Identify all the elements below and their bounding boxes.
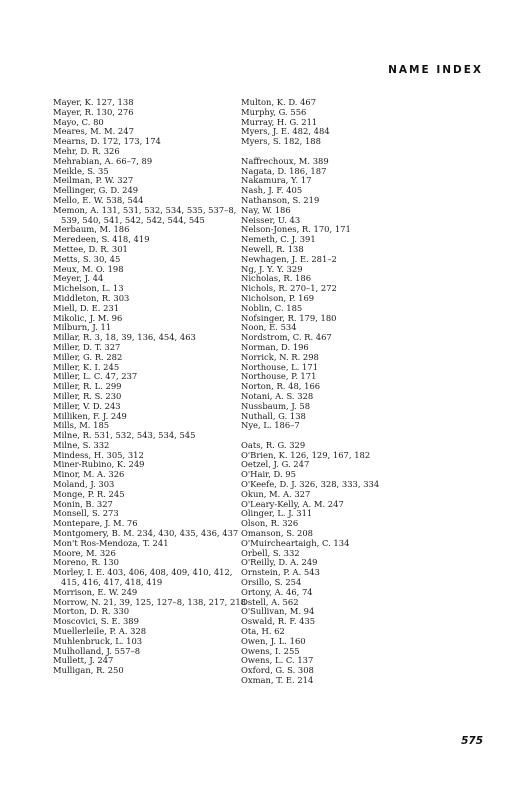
index-entry: Meilman, P. W. 327 xyxy=(53,175,134,186)
index-entry: Nye, L. 186–7 xyxy=(241,420,300,431)
index-entry: Northouse, L. 171 xyxy=(241,361,319,372)
index-entry: Nelson-Jones, R. 170, 171 xyxy=(241,224,351,235)
index-entry: Myers, S. 182, 188 xyxy=(241,136,321,147)
index-entry: Noblin, C. 185 xyxy=(241,302,303,313)
index-entry: Mayer, K. 127, 138 xyxy=(53,97,134,107)
index-entry: Miller, R. S. 230 xyxy=(53,390,122,401)
index-entry: Neisser, U. 43 xyxy=(241,214,301,225)
index-entry: O'Leary-Kelly, A. M. 247 xyxy=(241,498,344,509)
index-entry: Noon, E. 534 xyxy=(241,322,297,333)
index-entry: Mullett, J. 247 xyxy=(53,655,114,666)
index-entry: Murray, H. G. 211 xyxy=(241,116,318,127)
index-entry: Moreno, R. 130 xyxy=(53,557,119,568)
index-entry: Moscovici, S. E. 389 xyxy=(53,616,139,627)
index-entry: Mello, E. W. 538, 544 xyxy=(53,194,144,205)
index-entry: Moland, J. 303 xyxy=(53,479,115,490)
index-entry: Orsillo, S. 254 xyxy=(241,577,302,588)
index-entry: Minor, M. A. 326 xyxy=(53,469,125,480)
index-entry: Okun, M. A. 327 xyxy=(241,488,311,499)
index-entry: Multon, K. D. 467 xyxy=(241,97,317,107)
index-entry: Norman, D. 196 xyxy=(241,341,309,352)
index-entry: Owens, I. 255 xyxy=(241,645,300,656)
index-entry: Omanson, S. 208 xyxy=(241,528,314,539)
index-entry: Montepare, J. M. 76 xyxy=(53,518,138,529)
index-entry: Memon, A. 131, 531, 532, 534, 535, 537–8, 539, 540, 541, 542, 542, 544, 545 xyxy=(53,204,237,225)
index-entry: Newhagen, J. E. 281–2 xyxy=(241,253,337,264)
index-entry: Oats, R. G. 329 xyxy=(241,439,306,450)
index-entry: Millar, R. 3, 18, 39, 136, 454, 463 xyxy=(53,332,196,343)
index-entry: Miller, V. D. 243 xyxy=(53,400,121,411)
index-entry: O'Sullivan, M. 94 xyxy=(241,606,315,617)
index-entry: Mettee, D. R. 301 xyxy=(53,243,128,254)
index-entry: Oxford, G. S. 308 xyxy=(241,665,314,676)
index-entry: Ng, J. Y. Y. 329 xyxy=(241,263,303,274)
index-entry: O'Brien, K. 126, 129, 167, 182 xyxy=(241,449,371,460)
index-entry: Mearns, D. 172, 173, 174 xyxy=(53,136,161,147)
index-entry: Oxman, T. E. 214 xyxy=(241,675,314,686)
index-entry: Newell, R. 138 xyxy=(241,243,304,254)
index-entry: Mulligan, R. 250 xyxy=(53,665,124,676)
index-entry: Nofsinger, R. 179, 180 xyxy=(241,312,337,323)
index-entry: Notani, A. S. 328 xyxy=(241,390,314,401)
index-entry: Middleton, R. 303 xyxy=(53,292,130,303)
index-entry: Oswald, R. F. 435 xyxy=(241,616,316,627)
index-entry: Northouse, P. 171 xyxy=(241,371,317,382)
index-entry: Olinger, L. J. 311 xyxy=(241,508,313,519)
page-header-title: NAME INDEX xyxy=(388,64,483,76)
index-entry: Moore, M. 326 xyxy=(53,547,116,558)
index-entry: Meares, M. M. 247 xyxy=(53,126,134,137)
index-entry: Mehrabian, A. 66–7, 89 xyxy=(53,155,153,166)
index-entry: Morrow, N. 21, 39, 125, 127–8, 138, 217, 218 xyxy=(53,596,246,607)
index-entry: Owen, J. L. 160 xyxy=(241,635,306,646)
index-entry: Mehr, D. R. 326 xyxy=(53,145,120,156)
page-number: 575 xyxy=(461,735,483,747)
index-entry: Nay, W. 186 xyxy=(241,204,291,215)
index-entry: Miller, L. C. 47, 237 xyxy=(53,371,138,382)
index-entry: Muhlenbruck, L. 103 xyxy=(53,635,143,646)
index-entry: Mulholland, J. 557–8 xyxy=(53,645,141,656)
index-entry: Nicholas, R. 186 xyxy=(241,273,312,284)
index-entry: Miller, K. I. 245 xyxy=(53,361,120,372)
index-entry: Merbaum, M. 186 xyxy=(53,224,130,235)
index-entry: Monge, P. R. 245 xyxy=(53,488,125,499)
index-entry: Morton, D. R. 330 xyxy=(53,606,130,617)
index-entry: Olson, R. 326 xyxy=(241,518,299,529)
index-entry: Meredeen, S. 418, 419 xyxy=(53,234,150,245)
index-entry: Michelson, L. 13 xyxy=(53,283,124,294)
index-entry: Mills, M. 185 xyxy=(53,420,110,431)
index-entry: Mon't Ros-Mendoza, T. 241 xyxy=(53,537,169,548)
index-entry: Nakamura, Y. 17 xyxy=(241,175,312,186)
index-entry: Ornstein, P. A. 543 xyxy=(241,567,320,578)
index-entry: Nussbaum, J. 58 xyxy=(241,400,311,411)
index-entry: O'Keefe, D. J. 326, 328, 333, 334 xyxy=(241,479,380,490)
index-entry: Naffrechoux, M. 389 xyxy=(241,155,329,166)
index-entry: Nemeth, C. J. 391 xyxy=(241,234,316,245)
index-entry: Ota, H. 62 xyxy=(241,626,285,637)
index-entry: Nathanson, S. 219 xyxy=(241,194,320,205)
index-entry: Monsell, S. 273 xyxy=(53,508,119,519)
index-entry: Nichols, R. 270–1, 272 xyxy=(241,283,337,294)
index-entry: Milne, S. 332 xyxy=(53,439,110,450)
index-entry: Meikle, S. 35 xyxy=(53,165,109,176)
index-entry: Miller, G. R. 282 xyxy=(53,351,123,362)
index-entry: O'Muircheartaigh, C. 134 xyxy=(241,537,350,548)
index-entry: Nagata, D. 186, 187 xyxy=(241,165,327,176)
index-entry: Miner-Rubino, K. 249 xyxy=(53,459,145,470)
index-entry: Norrick, N. R. 298 xyxy=(241,351,319,362)
index-entry: Miell, D. E. 231 xyxy=(53,302,120,313)
index-entry: Mellinger, G. D. 249 xyxy=(53,185,139,196)
index-entry: Nuthall, G. 138 xyxy=(241,410,306,421)
index-entry: Meyer, J. 44 xyxy=(53,273,104,284)
index-entry: Mindess, H. 305, 312 xyxy=(53,449,144,460)
index-entry: O'Reilly, D. A. 249 xyxy=(241,557,318,568)
index-entry: Nordstrom, C. R. 467 xyxy=(241,332,332,343)
index-entry: Nicholson, P. 169 xyxy=(241,292,315,303)
index-column-left xyxy=(53,98,253,676)
index-entry: Milliken, F. J. 249 xyxy=(53,410,127,421)
index-entry: Owens, L. C. 137 xyxy=(241,655,314,666)
index-entry: Myers, J. E. 482, 484 xyxy=(241,126,330,137)
index-entry: Milburn, J. 11 xyxy=(53,322,112,333)
index-entry: Muellerleile, P. A. 328 xyxy=(53,626,147,637)
index-entry: O'Hair, D. 95 xyxy=(241,469,296,480)
index-entry: Morrison, E. W. 249 xyxy=(53,586,138,597)
index-entry: Ostell, A. 562 xyxy=(241,596,299,607)
index-entry: Norton, R. 48, 166 xyxy=(241,381,321,392)
index-entry: Milne, R. 531, 532, 543, 534, 545 xyxy=(53,430,196,441)
index-entry: Mayer, R. 130, 276 xyxy=(53,106,134,117)
index-entry: Miller, D. T. 327 xyxy=(53,341,121,352)
index-entry: Metts, S. 30, 45 xyxy=(53,253,121,264)
index-entry: Mikolic, J. M. 96 xyxy=(53,312,123,323)
index-entry: Mayo, C. 80 xyxy=(53,116,104,127)
index-entry: Miller, R. L. 299 xyxy=(53,381,122,392)
index-entry: Meux, M. O. 198 xyxy=(53,263,124,274)
index-entry: Oetzel, J. G. 247 xyxy=(241,459,310,470)
index-entry: Orbell, S. 332 xyxy=(241,547,300,558)
index-entry: Murphy, G. 556 xyxy=(241,106,307,117)
index-entry: Monin, B. 327 xyxy=(53,498,113,509)
index-entry: Nash, J. F. 405 xyxy=(241,185,303,196)
index-entry: Ortony, A. 46, 74 xyxy=(241,586,313,597)
index-entry: Montgomery, B. M. 234, 430, 435, 436, 437 xyxy=(53,528,239,539)
index-column-right xyxy=(241,98,451,686)
index-entry: Morley, I. E. 403, 406, 408, 409, 410, 412, 415, 416, 417, 418, 419 xyxy=(53,567,233,588)
